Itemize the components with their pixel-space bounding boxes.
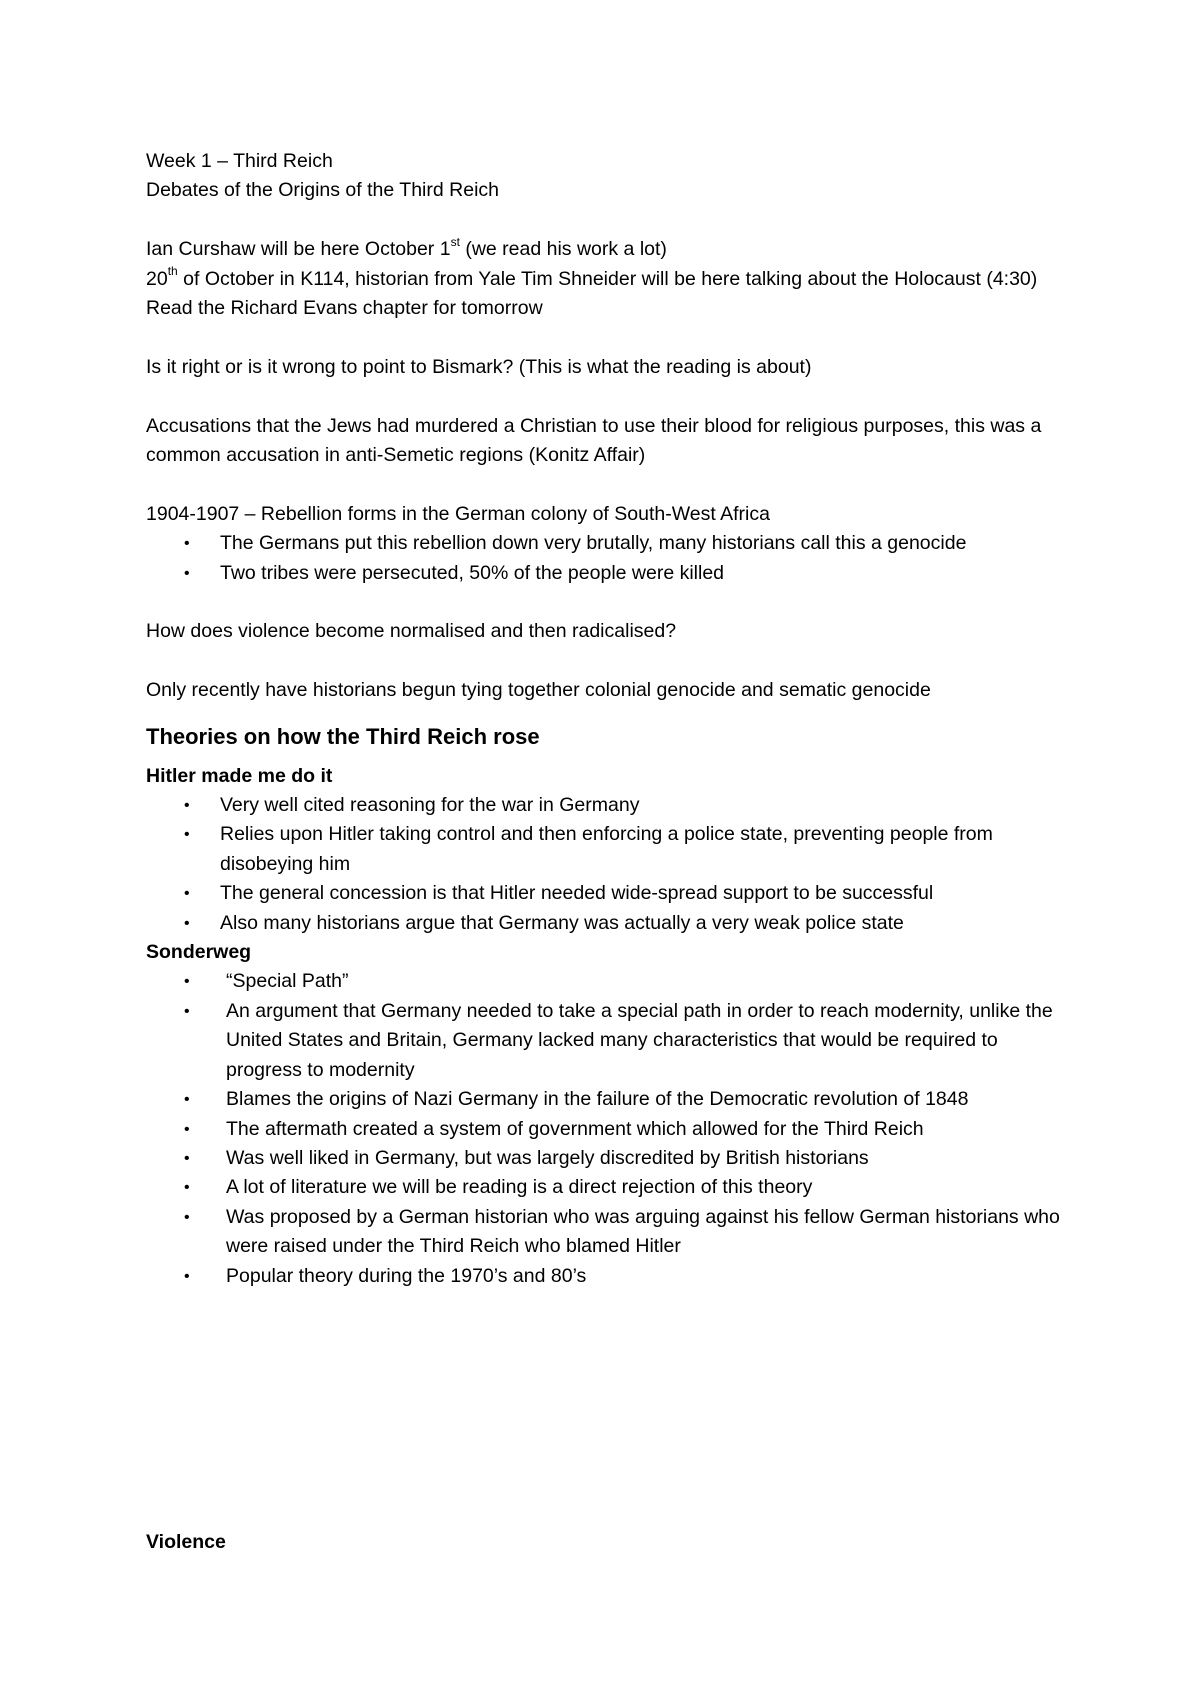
spacer	[146, 470, 1066, 499]
bullet-icon: •	[184, 1149, 190, 1167]
bullet-icon: •	[184, 535, 190, 553]
bullet-icon: •	[184, 1267, 190, 1285]
list-item: • Also many historians argue that Germany was actually a very weak police state	[146, 909, 1066, 938]
list-item: • Was well liked in Germany, but was largely discredited by British historians	[146, 1144, 1066, 1173]
list-item: • A lot of literature we will be reading is a direct rejection of this theory	[146, 1173, 1066, 1202]
week-title: Week 1 – Third Reich	[146, 150, 333, 172]
bullet-icon: •	[184, 973, 190, 991]
theories-heading: Theories on how the Third Reich rose	[146, 723, 540, 749]
bullet-icon: •	[184, 885, 190, 903]
bullet-icon: •	[184, 797, 190, 815]
hitler-subheading: Hitler made me do it	[146, 764, 333, 787]
hitler-list	[146, 791, 1066, 938]
shneider-announcement: 20th of October in K114, historian from Yale Tim Shneider will be here talking about the Holocaust (4:30)	[146, 264, 1038, 290]
curshaw-announcement: Ian Curshaw will be here October 1st (we read his work a lot)	[146, 234, 667, 261]
bullet-icon: •	[184, 1120, 190, 1138]
list-item: • Was proposed by a German historian who was arguing against his fellow German historians who were raised under the Third Reich who blamed Hitler	[146, 1203, 1066, 1262]
violence-subheading: Violence	[146, 1531, 226, 1553]
bullet-icon: •	[184, 1091, 190, 1109]
sonderweg-subheading: Sonderweg	[146, 941, 252, 964]
rebellion-line: 1904-1907 – Rebellion forms in the German colony of South-West Africa	[146, 502, 770, 525]
violence-question: How does violence become normalised and then radicalised?	[146, 620, 677, 643]
spacer	[146, 588, 1066, 617]
accusations-paragraph: Accusations that the Jews had murdered a Christian to use their blood for religious purposes, this was a common accusation in anti-Semetic regions (Konitz Affair)	[146, 414, 1042, 467]
spacer	[146, 382, 1066, 411]
sonderweg-list	[146, 967, 1066, 1290]
list-item: • Very well cited reasoning for the war in Germany	[146, 791, 1066, 820]
list-item: • The aftermath created a system of government which allowed for the Third Reich	[146, 1115, 1066, 1144]
rebellion-list	[146, 529, 1066, 588]
document-body	[146, 147, 1066, 1291]
list-item: • The general concession is that Hitler needed wide-spread support to be successful	[146, 879, 1066, 908]
list-item: • Relies upon Hitler taking control and then enforcing a police state, preventing people from disobeying him	[146, 820, 1066, 879]
list-item: • Popular theory during the 1970’s and 80’s	[146, 1262, 1066, 1291]
list-item: • “Special Path”	[146, 967, 1066, 996]
list-item: • An argument that Germany needed to take a special path in order to reach modernity, unlike the United States and Britain, Germany lacked many characteristics that would be required to progress to modernity	[146, 997, 1066, 1085]
spacer	[146, 647, 1066, 676]
reading-assignment: Read the Richard Evans chapter for tomorrow	[146, 297, 543, 320]
bullet-icon: •	[184, 1208, 190, 1226]
bullet-icon: •	[184, 1179, 190, 1197]
list-item: • The Germans put this rebellion down very brutally, many historians call this a genocide	[146, 529, 1066, 558]
bismark-question: Is it right or is it wrong to point to Bismark? (This is what the reading is about)	[146, 355, 812, 378]
list-item: • Blames the origins of Nazi Germany in the failure of the Democratic revolution of 1848	[146, 1085, 1066, 1114]
bullet-icon: •	[184, 826, 190, 844]
spacer	[146, 206, 1066, 235]
recent-historians-line: Only recently have historians begun tying together colonial genocide and sematic genocide	[146, 679, 931, 702]
bullet-icon: •	[184, 564, 190, 582]
debates-subtitle: Debates of the Origins of the Third Reich	[146, 179, 499, 202]
bullet-icon: •	[184, 914, 190, 932]
spacer	[146, 323, 1066, 352]
list-item: • Two tribes were persecuted, 50% of the people were killed	[146, 559, 1066, 588]
bullet-icon: •	[184, 1002, 190, 1020]
